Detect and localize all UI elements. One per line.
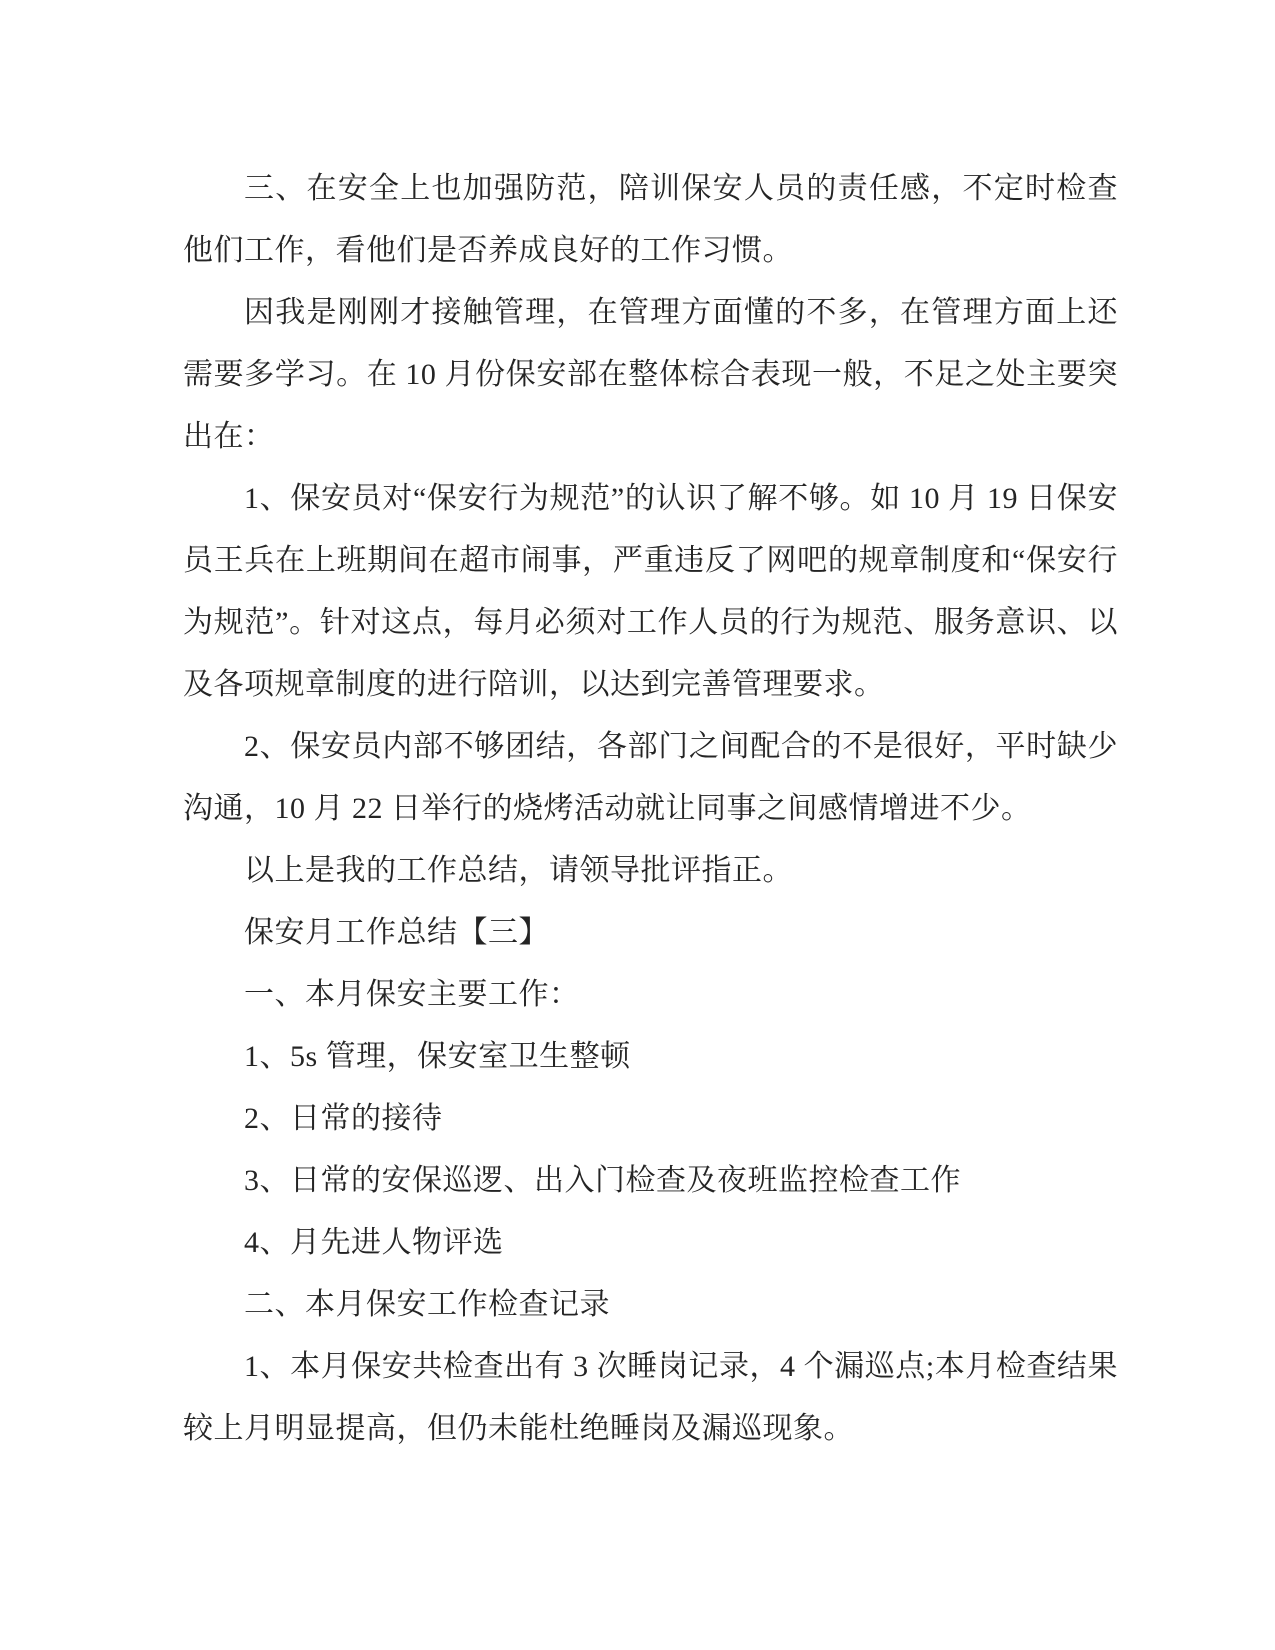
paragraph: 二、本月保安工作检查记录: [244, 1288, 610, 1321]
paragraph: 2、保安员内部不够团结，各部门之间配合的不是很好，平时缺少沟通，10 月 22 日举行的烧烤活动就让同事之间感情增进不少。: [183, 730, 1118, 825]
paragraph: 3、日常的安保巡逻、出入门检查及夜班监控检查工作: [244, 1164, 961, 1197]
document-body: [183, 158, 1118, 1460]
paragraph: 因我是刚刚才接触管理，在管理方面懂的不多，在管理方面上还需要多学习。在 10 月份保安部在整体棕合表现一般，不足之处主要突出在：: [183, 296, 1118, 453]
paragraph: 三、在安全上也加强防范，陪训保安人员的责任感，不定时检查他们工作，看他们是否养成良好的工作习惯。: [183, 172, 1118, 267]
paragraph: 1、5s 管理，保安室卫生整顿: [244, 1040, 631, 1073]
paragraph: 2、日常的接待: [244, 1102, 443, 1135]
paragraph: 保安月工作总结【三】: [244, 916, 549, 949]
paragraph: 1、保安员对“保安行为规范”的认识了解不够。如 10 月 19 日保安员王兵在上班期间在超市闹事，严重违反了网吧的规章制度和“保安行为规范”。针对这点，每月必须对工作人员的行为规范、服务意识、以及各项规章制度的进行陪训，以达到完善管理要求。: [183, 482, 1118, 701]
paragraph: 以上是我的工作总结，请领导批评指正。: [244, 854, 793, 887]
paragraph: 4、月先进人物评选: [244, 1226, 504, 1259]
paragraph: 1、本月保安共检查出有 3 次睡岗记录，4 个漏巡点;本月检查结果较上月明显提高，但仍未能杜绝睡岗及漏巡现象。: [183, 1350, 1118, 1445]
paragraph: 一、本月保安主要工作：: [244, 978, 580, 1011]
